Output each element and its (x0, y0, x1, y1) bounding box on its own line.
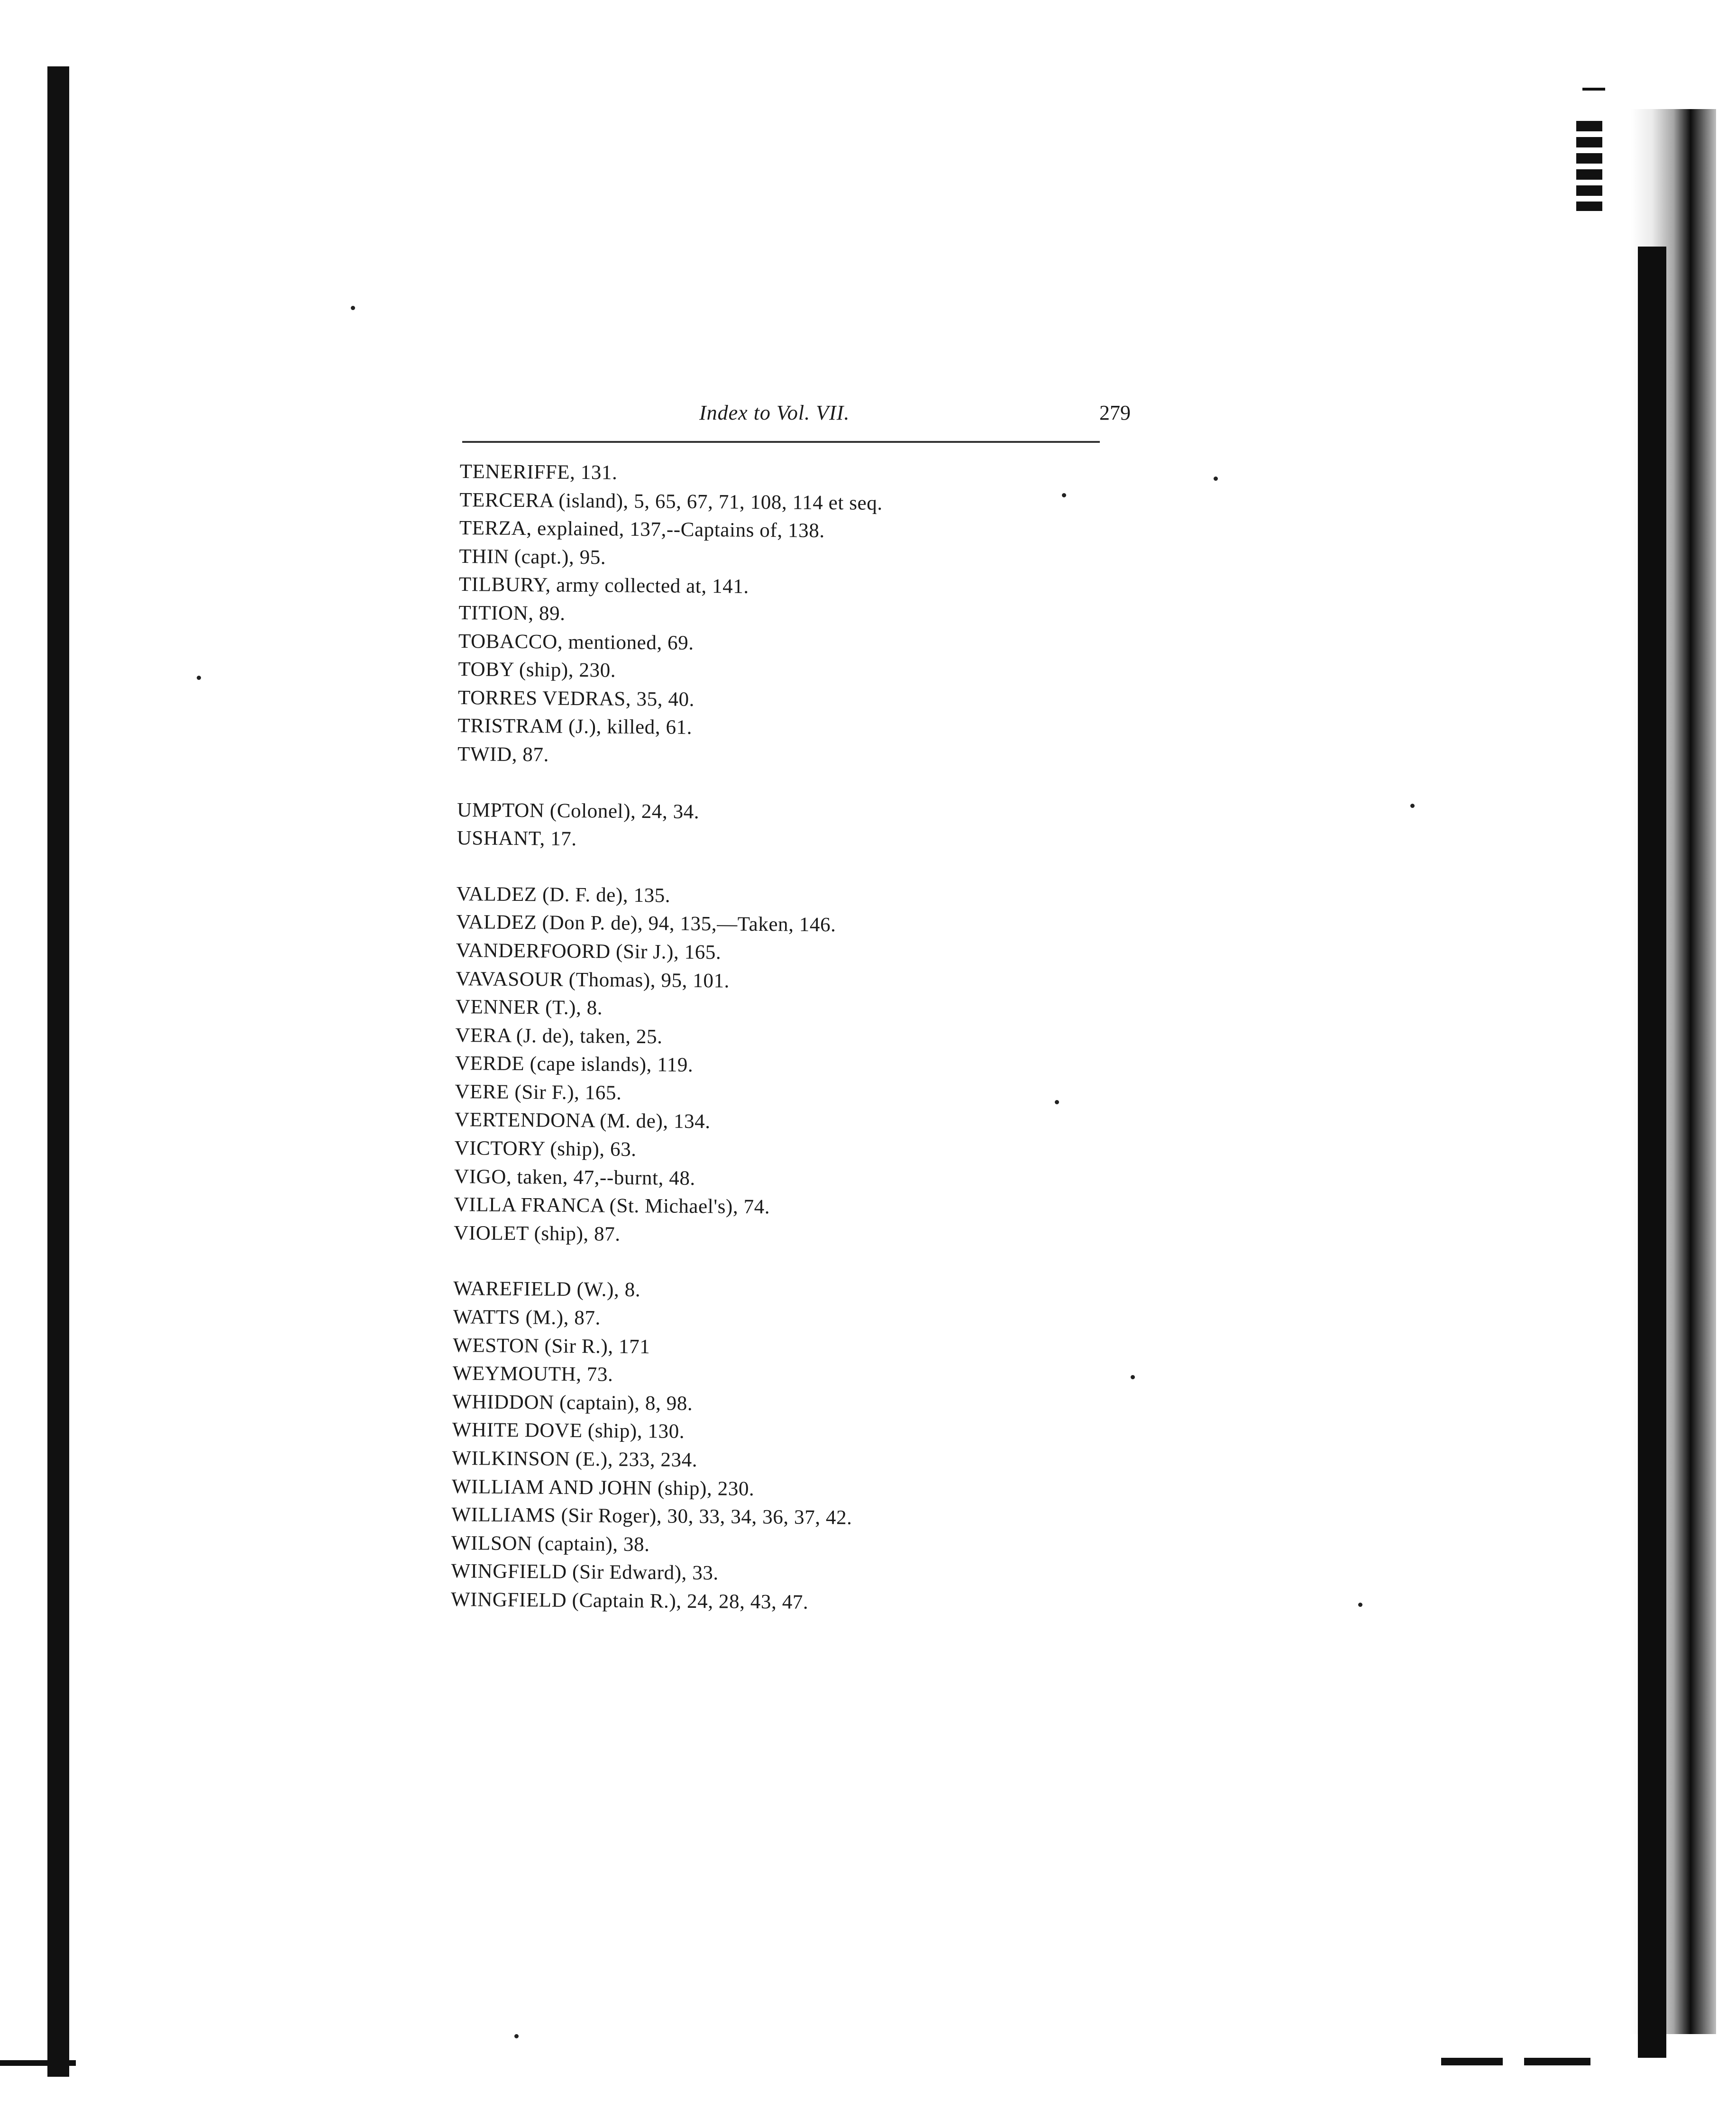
index-entry: VENNER (T.), 8. (455, 996, 603, 1019)
scan-speck (1131, 1375, 1135, 1379)
page-number: 279 (1099, 401, 1131, 424)
scan-speck (1062, 493, 1066, 497)
index-group-w (451, 1275, 1212, 1620)
index-entry: VALDEZ (D. F. de), 135. (456, 882, 671, 907)
bottom-edge-mark-2 (1524, 2058, 1590, 2065)
scan-speck (1055, 1100, 1059, 1104)
scan-speck (197, 676, 201, 680)
index-entry: WILKINSON (E.), 233, 234. (452, 1447, 698, 1472)
index-group-t (457, 458, 1218, 774)
index-entry: WAREFIELD (W.), 8. (453, 1277, 641, 1302)
right-page-edge-core (1638, 247, 1666, 2058)
left-binding-shadow (47, 66, 69, 2077)
index-group-v (454, 880, 1215, 1253)
index-list (450, 458, 1218, 1647)
index-entry: THIN (capt.), 95. (459, 545, 606, 569)
header-rule (462, 441, 1100, 443)
index-entry: TOBACCO, mentioned, 69. (458, 630, 694, 654)
index-entry: TOBY (ship), 230. (458, 658, 616, 682)
index-entry: TITION, 89. (458, 601, 566, 625)
index-entry: TRISTRAM (J.), killed, 61. (457, 715, 693, 739)
scan-speck (1410, 804, 1415, 808)
index-entry: WINGFIELD (Sir Edward), 33. (451, 1560, 719, 1585)
running-head: Index to Vol. VII. (699, 401, 850, 424)
index-entry: WINGFIELD (Captain R.), 24, 28, 43, 47. (450, 1588, 809, 1614)
index-entry: WESTON (Sir R.), 171 (453, 1334, 650, 1358)
index-entry: VAVASOUR (Thomas), 95, 101. (456, 967, 730, 992)
index-entry: TILBURY, army collected at, 141. (458, 573, 749, 598)
scan-speck (1214, 477, 1218, 481)
index-entry: VICTORY (ship), 63. (454, 1137, 637, 1161)
index-entry: VALDEZ (Don P. de), 94, 135,—Taken, 146. (456, 911, 836, 936)
index-entry: VIGO, taken, 47,--burnt, 48. (454, 1165, 696, 1190)
index-entry: WEYMOUTH, 73. (452, 1362, 613, 1386)
index-entry: WATTS (M.), 87. (453, 1305, 601, 1330)
index-entry: VIOLET (ship), 87. (453, 1221, 621, 1246)
index-entry: TORRES VEDRAS, 35, 40. (457, 686, 695, 711)
scan-speck (514, 2034, 519, 2038)
scan-speck (1358, 1603, 1362, 1607)
page-header (699, 401, 1131, 429)
right-edge-streaks (1576, 121, 1602, 211)
bottom-edge-mark-1 (1441, 2058, 1503, 2065)
index-entry: VERA (J. de), taken, 25. (455, 1024, 663, 1048)
index-group-u (457, 796, 1215, 859)
scan-speck (351, 306, 355, 310)
index-entry: WILLIAM AND JOHN (ship), 230. (451, 1475, 755, 1500)
right-edge-tick (1582, 88, 1605, 91)
index-entry: WHIDDON (captain), 8, 98. (452, 1390, 693, 1415)
index-entry: VERDE (cape islands), 119. (455, 1052, 694, 1077)
index-entry: TERZA, explained, 137,--Captains of, 138. (459, 517, 825, 542)
index-entry: TENERIFFE, 131. (459, 460, 618, 484)
index-entry: UMPTON (Colonel), 24, 34. (457, 798, 700, 823)
index-entry: WILSON (captain), 38. (451, 1531, 650, 1556)
index-entry: TERCERA (island), 5, 65, 67, 71, 108, 114 et seq. (459, 488, 883, 514)
index-entry: WILLIAMS (Sir Roger), 30, 33, 34, 36, 37, 42. (451, 1504, 852, 1529)
index-entry: WHITE DOVE (ship), 130. (452, 1419, 685, 1443)
index-entry: VERTENDONA (M. de), 134. (454, 1109, 711, 1133)
index-entry: VILLA FRANCA (St. Michael's), 74. (454, 1193, 770, 1219)
index-entry: VANDERFOORD (Sir J.), 165. (456, 939, 722, 964)
index-entry: VERE (Sir F.), 165. (455, 1080, 622, 1104)
index-entry: TWID, 87. (457, 743, 549, 766)
left-binding-shadow-foot (0, 2060, 76, 2066)
index-entry: USHANT, 17. (457, 827, 577, 851)
